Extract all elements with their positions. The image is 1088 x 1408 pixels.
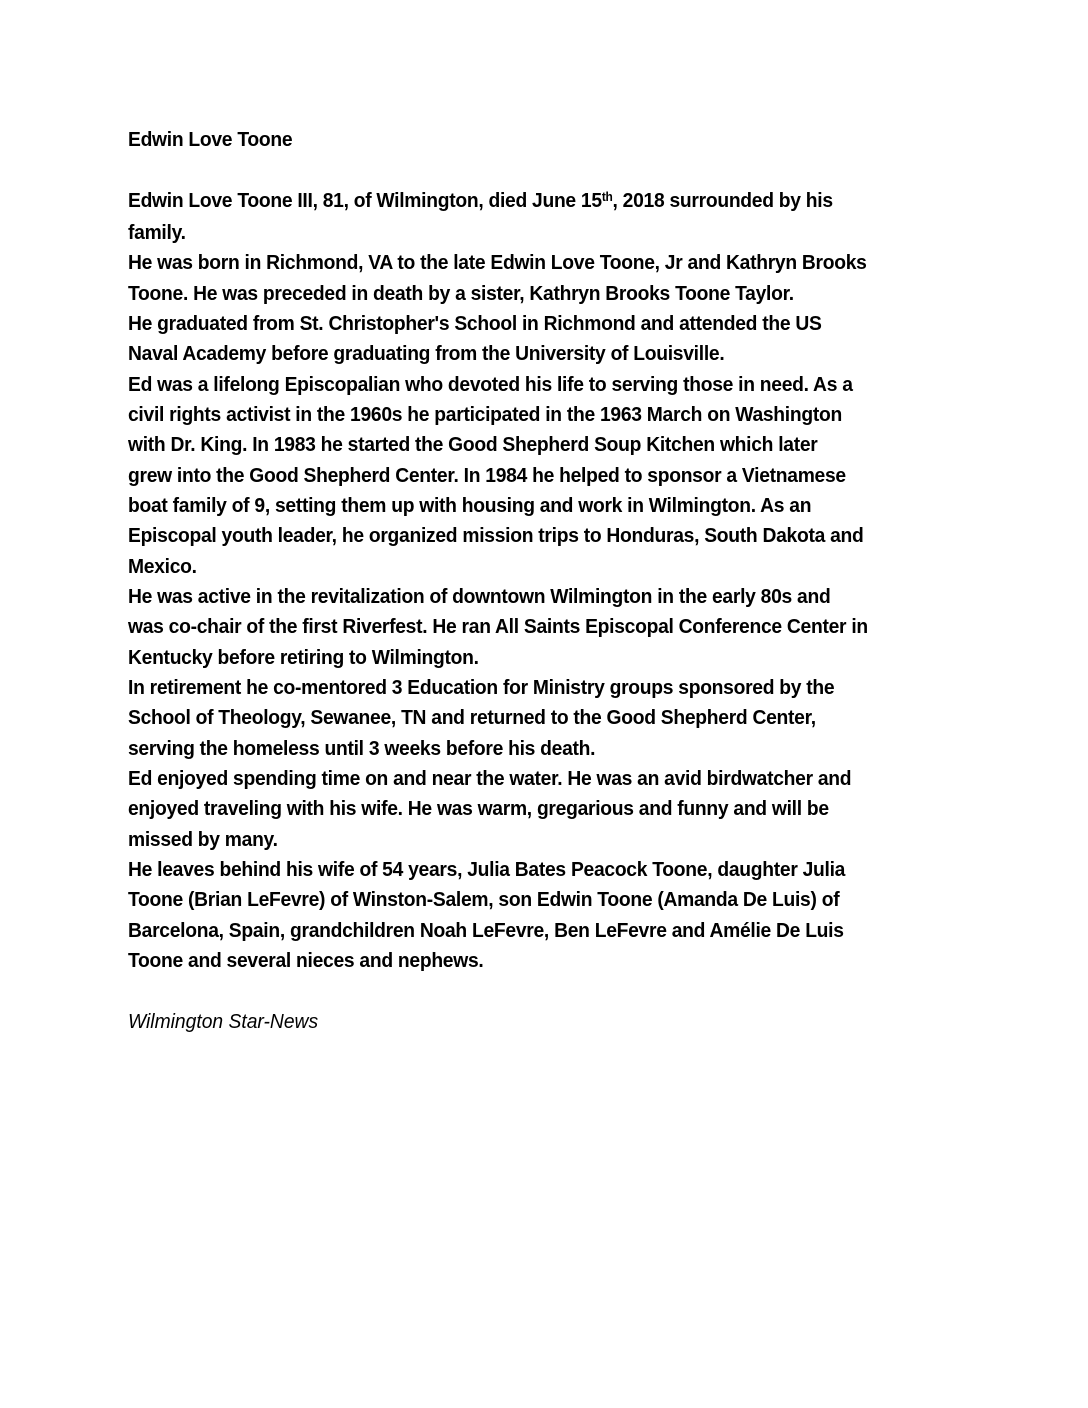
text-line: family.: [128, 220, 186, 244]
paragraph: [128, 186, 922, 249]
text-line: Ed was a lifelong Episcopalian who devoted his life to serving those in need. As a: [128, 372, 853, 396]
obituary-document: [128, 125, 922, 1037]
text-line: grew into the Good Shepherd Center. In 1984 he helped to sponsor a Vietnamese: [128, 463, 846, 487]
text-line: School of Theology, Sewanee, TN and returned to the Good Shepherd Center,: [128, 706, 816, 730]
text-line: He was born in Richmond, VA to the late Edwin Love Toone, Jr and Kathryn Brooks: [128, 251, 867, 275]
text-line: He leaves behind his wife of 54 years, Julia Bates Peacock Toone, daughter Julia: [128, 857, 846, 881]
text-line: enjoyed traveling with his wife. He was warm, gregarious and funny and will be: [128, 797, 829, 821]
text-line: Edwin Love Toone III, 81, of Wilmington, died June 15th, 2018 surrounded by his: [128, 188, 833, 212]
paragraph: [128, 248, 922, 309]
credit-line: Wilmington Star-News: [128, 1009, 319, 1033]
text-line: He was active in the revitalization of downtown Wilmington in the early 80s and: [128, 584, 831, 608]
text-line: with Dr. King. In 1983 he started the Good Shepherd Soup Kitchen which later: [128, 433, 818, 457]
text-line: missed by many.: [128, 827, 278, 851]
paragraph: [128, 855, 922, 976]
text-line: boat family of 9, setting them up with housing and work in Wilmington. As an: [128, 493, 812, 517]
text-line: Ed enjoyed spending time on and near the water. He was an avid birdwatcher and: [128, 766, 852, 790]
text-line: Toone. He was preceded in death by a sister, Kathryn Brooks Toone Taylor.: [128, 281, 794, 305]
obituary-body: [128, 186, 922, 977]
paragraph: [128, 309, 922, 370]
text-line: Mexico.: [128, 554, 197, 578]
text-line: In retirement he co-mentored 3 Education for Ministry groups sponsored by the: [128, 675, 835, 699]
paragraph: [128, 673, 922, 764]
text-line: Toone and several nieces and nephews.: [128, 948, 484, 972]
text-line: Toone (Brian LeFevre) of Winston-Salem, son Edwin Toone (Amanda De Luis) of: [128, 888, 840, 912]
paragraph: [128, 370, 922, 582]
text-line: He graduated from St. Christopher's School in Richmond and attended the US: [128, 311, 822, 335]
text-line: Kentucky before retiring to Wilmington.: [128, 645, 479, 669]
paragraph: [128, 764, 922, 855]
obituary-title: Edwin Love Toone: [128, 128, 293, 151]
text-line: civil rights activist in the 1960s he participated in the 1963 March on Washington: [128, 402, 842, 426]
text-line: was co-chair of the first Riverfest. He ran All Saints Episcopal Conference Center in: [128, 615, 868, 639]
text-line: serving the homeless until 3 weeks before his death.: [128, 736, 596, 760]
text-line: Episcopal youth leader, he organized mission trips to Honduras, South Dakota and: [128, 524, 864, 548]
text-line: Naval Academy before graduating from the University of Louisville.: [128, 342, 725, 366]
paragraph: [128, 582, 922, 673]
text-line: Barcelona, Spain, grandchildren Noah LeFevre, Ben LeFevre and Amélie De Luis: [128, 918, 844, 942]
